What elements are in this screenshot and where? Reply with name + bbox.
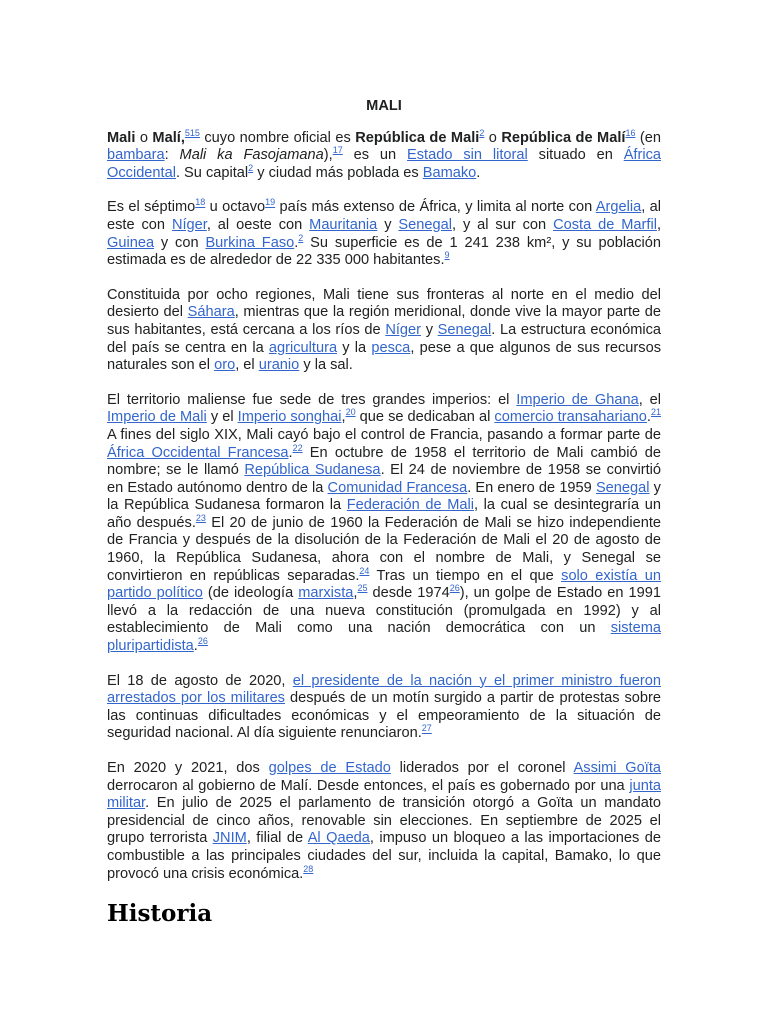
text-run: (de ideología — [202, 585, 299, 602]
text-run: . — [646, 409, 651, 426]
text-run: . — [193, 638, 198, 655]
text-run: y la República Sudanesa formaron la — [107, 479, 661, 514]
footnote-ref[interactable] — [185, 128, 200, 138]
article-link[interactable]: solo existía un partido político — [107, 567, 661, 602]
text-run: El 18 de agosto de 2020, — [107, 672, 293, 689]
text-run: y ciudad más poblada es — [253, 164, 423, 181]
article-link[interactable]: Estado sin litoral — [407, 147, 528, 164]
text-run: y — [421, 321, 438, 338]
text-run: y el — [206, 409, 238, 426]
article-link[interactable]: golpes de Estado — [268, 760, 391, 776]
text-run: ), — [323, 147, 333, 164]
footnote-ref[interactable] — [265, 198, 275, 208]
footnote-link[interactable]: 23 — [195, 513, 206, 524]
article-link[interactable]: Imperio songhai — [237, 409, 342, 426]
article-link[interactable]: sistema pluripartidista — [107, 620, 661, 655]
footnote-link[interactable]: 515 — [184, 127, 200, 138]
bold-text: , — [180, 129, 185, 146]
text-run: , el — [638, 391, 661, 408]
text-run: (en — [635, 129, 662, 146]
article-link[interactable]: comercio transahariano — [494, 409, 647, 426]
article-link[interactable]: Al Qaeda — [307, 830, 370, 847]
text-run: Constituida por ocho regiones, Mali tiene sus fronteras al norte en el medio del desierto del — [107, 286, 661, 321]
text-run: u octavo — [205, 199, 266, 216]
text-run: liderados por el coronel — [390, 760, 574, 776]
article-link[interactable]: agricultura — [268, 339, 338, 356]
article-link[interactable]: Imperio de Ghana — [516, 391, 639, 408]
text-run: situado en — [527, 147, 624, 164]
text-run: desde 1974 — [367, 585, 450, 602]
footnote-ref[interactable] — [625, 128, 635, 138]
text-run: derrocaron al gobierno de Malí. Desde entonces, el país es gobernado por una — [107, 777, 630, 794]
footnote-ref[interactable] — [195, 198, 205, 208]
article-link[interactable]: el presidente de la nación y el primer ministro fueron arrestados por los militares — [107, 672, 661, 707]
text-run: y la sal. — [299, 357, 353, 374]
footnote-link[interactable]: 2 — [479, 127, 485, 138]
article-link[interactable]: República Sudanesa — [244, 462, 381, 479]
article-link[interactable]: Níger — [171, 216, 207, 233]
footnote-link[interactable]: 18 — [195, 197, 206, 208]
text-run: y — [377, 216, 399, 233]
footnote-ref[interactable] — [303, 864, 313, 874]
article-link[interactable]: bambara — [107, 147, 165, 164]
document-title: MALI — [366, 98, 402, 114]
text-run: . — [476, 164, 481, 181]
footnote-ref[interactable] — [196, 513, 206, 523]
paragraph — [107, 287, 661, 375]
article-link[interactable]: Imperio de Mali — [107, 409, 207, 426]
footnote-link[interactable]: 2 — [298, 232, 304, 243]
footnote-ref[interactable] — [293, 443, 303, 453]
footnote-link[interactable]: 2 — [248, 162, 254, 173]
text-run: , mientras que la región meridional, donde vive la mayor parte de sus habitantes, está cercana a los ríos de — [107, 304, 661, 338]
footnote-link[interactable]: 19 — [265, 197, 276, 208]
text-run: El territorio maliense fue sede de tres grandes imperios: el — [107, 391, 517, 408]
section-heading-historia: Historia — [107, 900, 213, 928]
footnote-link[interactable]: 17 — [332, 145, 343, 156]
text-run: A fines del siglo XIX, Mali cayó bajo el control de Francia, pasando a formar parte de — [107, 426, 661, 443]
text-run: o — [484, 129, 502, 146]
paragraph — [107, 127, 662, 183]
text-run: y la — [337, 339, 372, 356]
article-link[interactable]: Guinea — [107, 234, 155, 251]
article-link[interactable]: Senegal — [398, 216, 452, 233]
article-link[interactable]: pesca — [371, 339, 411, 356]
footnote-link[interactable]: 22 — [292, 442, 303, 453]
text-run: , pese a que algunos de sus recursos naturales son el — [107, 339, 661, 374]
paragraph — [107, 673, 661, 743]
paragraph — [107, 199, 661, 269]
article-link[interactable]: Senegal — [437, 321, 492, 338]
article-link[interactable]: oro — [214, 357, 236, 374]
article-link[interactable]: África Occidental — [107, 147, 662, 181]
article-link[interactable]: Assimi Goïta — [573, 760, 661, 776]
text-run: , — [656, 216, 661, 233]
text-run: . — [288, 444, 293, 461]
text-run: En octubre de 1958 el territorio de Mali cambió de nombre; se le llamó — [107, 444, 661, 479]
bold-text: Malí — [152, 129, 181, 146]
text-run: , — [353, 585, 358, 602]
bold-text: Mali — [107, 129, 136, 146]
footnote-link[interactable]: 20 — [345, 407, 356, 418]
text-run: El 20 de junio de 1960 la Federación de Mali se hizo independiente de Francia y después de la disolución de la Federación de Mali el 20 de agosto de 1960, la República Sudanesa, ahora con el nombre de Mali, y Senegal se convirtieron en repúblicas separadas. — [107, 514, 662, 584]
article-link[interactable]: Senegal — [595, 479, 650, 496]
article-link[interactable]: marxista — [298, 585, 354, 602]
article-link[interactable]: Bamako — [422, 164, 477, 181]
footnote-link[interactable]: 24 — [359, 565, 370, 576]
footnote-link[interactable]: 26 — [197, 636, 208, 647]
footnote-link[interactable]: 25 — [357, 583, 368, 594]
footnote-ref[interactable] — [198, 636, 208, 646]
footnote-link[interactable]: 27 — [421, 723, 432, 734]
footnote-link[interactable]: 21 — [650, 407, 661, 418]
footnote-ref[interactable] — [651, 407, 661, 417]
text-run: , al oeste con — [206, 216, 310, 233]
italic-text: Mali ka Fasojamana — [179, 147, 324, 164]
paragraph — [107, 392, 661, 656]
paragraph — [107, 760, 661, 883]
text-run: . — [294, 234, 299, 251]
footnote-link[interactable]: 28 — [303, 863, 314, 874]
article-body — [107, 127, 662, 884]
article-link[interactable]: Comunidad Francesa — [327, 479, 468, 496]
text-run: , y al sur con — [451, 216, 554, 233]
article-link[interactable]: Costa de Marfil — [553, 216, 657, 233]
text-run: , la cual se desintegraría un año después. — [107, 497, 661, 531]
text-run: , filial de — [246, 830, 308, 847]
article-link[interactable]: uranio — [258, 357, 300, 374]
text-run: . En enero de 1959 — [467, 479, 596, 496]
text-run: Es el séptimo — [107, 199, 196, 216]
article-link[interactable]: Mauritania — [309, 216, 378, 233]
text-run: . Su capital — [175, 164, 249, 181]
footnote-ref[interactable] — [333, 145, 343, 155]
text-run: , — [341, 409, 346, 426]
text-run: , al este con — [107, 199, 661, 233]
text-run: cuyo nombre oficial es — [199, 129, 356, 146]
footnote-ref[interactable] — [422, 724, 432, 734]
text-run: país más extenso de África, y limita al norte con — [275, 199, 596, 216]
text-run: . La estructura económica del país se centra en la — [107, 321, 662, 356]
bold-text: República de Malí — [501, 129, 626, 146]
text-run: . El 24 de noviembre de 1958 se convirtió en Estado autónomo dentro de la — [107, 462, 662, 496]
footnote-ref[interactable] — [445, 250, 450, 260]
text-run: ), un golpe de Estado en 1991 llevó a la redacción de una nueva constitución (promulgada en 1992) y al establecimiento de Mali como una nación democrática con un — [107, 585, 661, 637]
text-run: Su superficie es de 1 241 238 km², y su población estimada es de alrededor de 22 335 000 habitantes. — [107, 234, 661, 269]
footnote-link[interactable]: 26 — [449, 583, 460, 594]
text-run: En 2020 y 2021, dos — [107, 760, 269, 776]
text-run: o — [135, 129, 153, 146]
footnote-ref[interactable] — [346, 407, 356, 417]
text-run: es un — [342, 147, 408, 164]
footnote-link[interactable]: 9 — [444, 250, 450, 261]
article-link[interactable]: Burkina Faso — [205, 234, 295, 251]
article-link[interactable]: Níger — [385, 321, 422, 338]
text-run: y con — [154, 234, 206, 251]
footnote-link[interactable]: 16 — [625, 127, 636, 138]
text-run: después de un motín surgido a partir de protestas sobre las continuas dificultades económicas y el empeoramiento de la situación de seguridad nacional. Al día siguiente renunciaron. — [107, 690, 661, 742]
text-run: Tras un tiempo en el que — [369, 567, 562, 584]
text-run: que se dedicaban al — [355, 409, 495, 426]
footnote-ref[interactable] — [359, 566, 369, 576]
article-link[interactable]: junta militar — [107, 777, 661, 812]
text-run: , impuso un bloqueo a las importaciones de combustible a las principales ciudades del sur, incluida la capital, Bamako, lo que provocó una crisis económica. — [107, 830, 661, 882]
article-link[interactable]: Argelia — [595, 199, 642, 216]
footnote-ref[interactable] — [357, 583, 367, 593]
text-run: , el — [235, 357, 259, 374]
text-run: . En julio de 2025 el parlamento de transición otorgó a Goïta un mandato presidencial de cinco años, renovable sin elecciones. En septiembre de 2025 el grupo terrorista — [107, 795, 661, 847]
document-page — [107, 98, 661, 928]
article-link[interactable]: JNIM — [212, 830, 247, 847]
article-link[interactable]: Sáhara — [187, 304, 235, 321]
bold-text: República de Mali — [355, 129, 480, 146]
text-run: : — [164, 147, 180, 164]
article-link[interactable]: África Occidental Francesa — [107, 444, 289, 461]
footnote-ref[interactable] — [450, 583, 460, 593]
article-link[interactable]: Federación de Mali — [346, 497, 474, 514]
